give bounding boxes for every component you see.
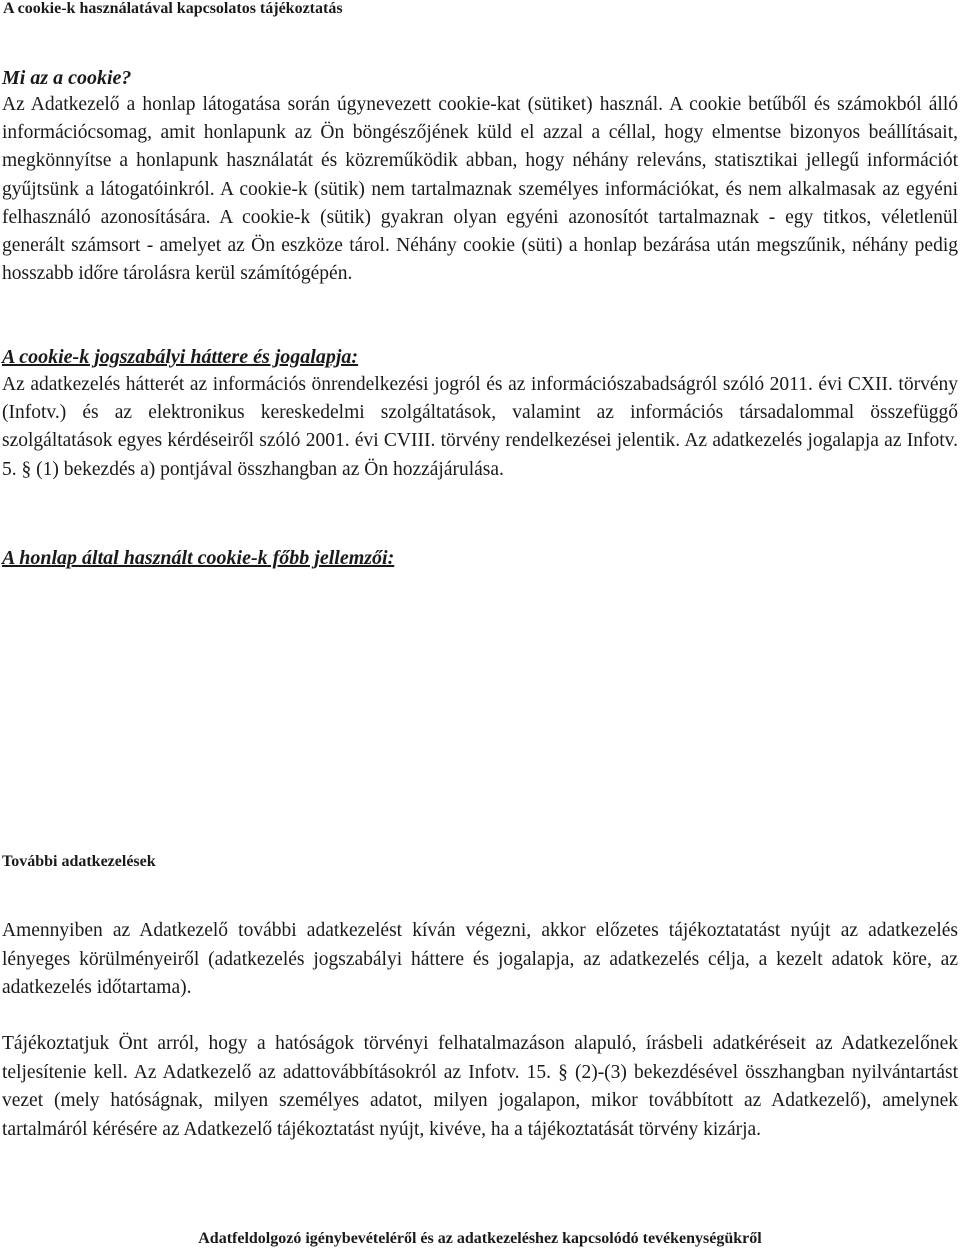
paragraph-legal-basis: Az adatkezelés hátterét az információs önrendelkezési jogról és az információszabadságról szóló 2011. évi CXII. törvény (Infotv.) és az elektronikus kereskedelmi szolgáltatások, valamint az információs társadalommal összefüggő szolgáltatások egyes kérdéseiről szóló 2001. évi CVIII. törvény rendelkezései jelentik. Az adatkezelés jogalapja az Infotv. 5. § (1) bekezdés a) pontjával összhangban az Ön hozzájárulása. — [2, 374, 958, 480]
paragraph-further-processing-2: Tájékoztatjuk Önt arról, hogy a hatóságok törvényi felhatalmazáson alapuló, írásbeli adatkéréseit az Adatkezelőnek teljesítenie kell. Az Adatkezelő az adattovábbításokról az Infotv. 15. § (2)-(3) bekezdésével összhangban nyilvántartást vezet (mely hatóságnak, milyen személyes adatot, milyen jogalapon, mikor továbbított az Adatkezelő), amelynek tartalmáról kérésére az Adatkezelő tájékoztatást nyújt, kivéve, ha a tájékoztatását törvény kizárja. — [2, 1033, 958, 1140]
section-heading-legal-basis: A cookie-k jogszabályi háttere és jogalapja: — [2, 346, 359, 368]
paragraph-what-is-cookie: Az Adatkezelő a honlap látogatása során úgynevezett cookie-kat (sütiket) használ. A cookie betűből és számokból álló információcsomag, amit honlapunk az Ön böngészőjének küld el azzal a céllal, hogy elmentse bizonyos beállításait, megkönnyítse a honlapunk használatát és közreműködik abban, hogy néhány releváns, statisztikai jellegű információt gyűjtsünk a látogatóinkról. A cookie-k (sütik) nem tartalmaznak személyes információkat, és nem alkalmasak az egyéni felhasználó azonosítására. A cookie-k (sütik) gyakran olyan egyéni azonosítót tartalmaznak - egy titkos, véletlenül generált számsort - amelyet az Ön eszköze tárol. Néhány cookie (süti) a honlap bezárása után megszűnik, néhány pedig hosszabb időre tárolásra kerül számítógépén. — [2, 94, 958, 285]
section-heading-further-processing: További adatkezelések — [2, 853, 156, 870]
section-heading-cookie-features: A honlap által használt cookie-k főbb jellemzői: — [2, 547, 395, 569]
section-heading-what-is-cookie: Mi az a cookie? — [2, 67, 132, 89]
section-heading-data-processors: Adatfeldolgozó igénybevételéről és az adatkezeléshez kapcsolódó tevékenységükről — [198, 1230, 762, 1247]
paragraph-further-processing-1: Amennyiben az Adatkezelő további adatkezelést kíván végezni, akkor előzetes tájékoztatatást nyújt az adatkezelés lényeges körülményeiről (adatkezelés jogszabályi háttere és jogalapja, az adatkezelés célja, a kezelt adatok köre, az adatkezelés időtartama). — [2, 920, 958, 998]
document-title: A cookie-k használatával kapcsolatos tájékoztatás — [3, 0, 343, 17]
